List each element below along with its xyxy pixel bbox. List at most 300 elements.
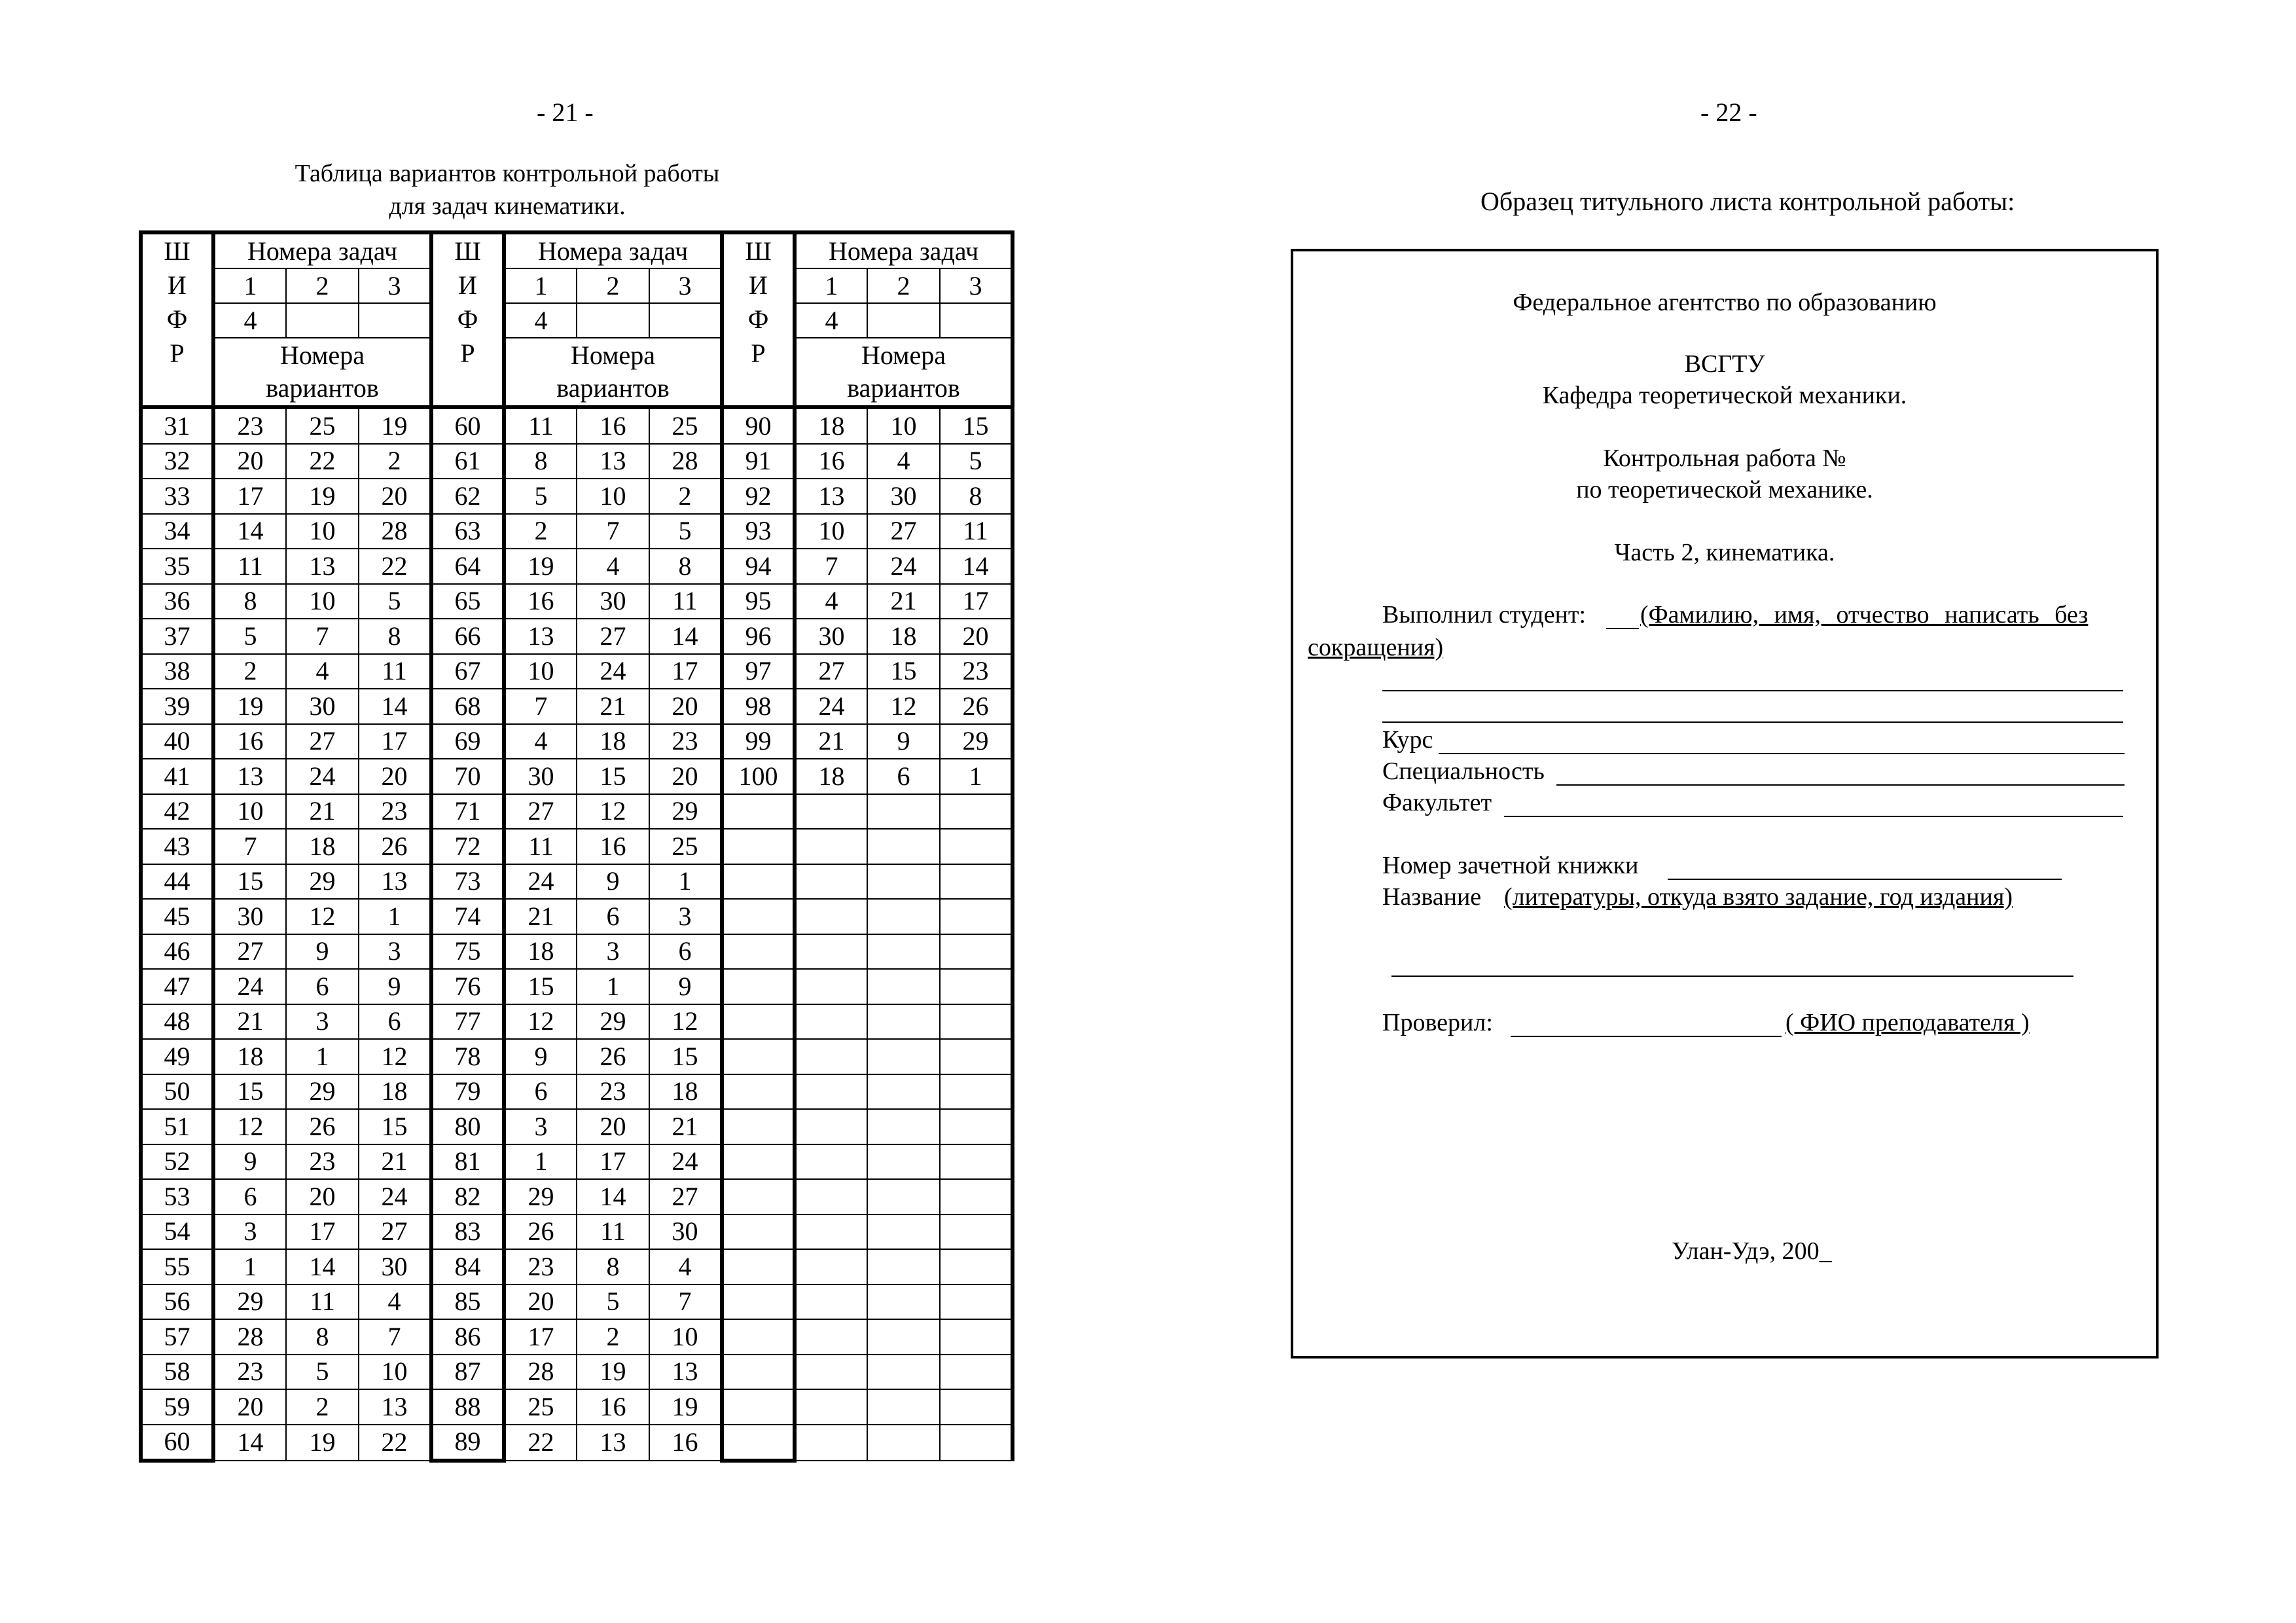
variant-cell: 26 [940,689,1013,724]
student-label: Выполнил студент: [1382,601,1587,629]
variant-cell: 6 [867,759,940,794]
cipher-cell: 76 [431,969,504,1004]
variant-cell: 18 [213,1039,286,1074]
variant-cell: 18 [795,759,867,794]
variants-label-line: Номера [280,340,365,370]
tasks-header: Номера задач [213,232,431,268]
variant-cell [940,829,1013,864]
table-row [141,934,1013,970]
task-number: 3 [359,268,431,303]
variant-cell: 5 [359,584,431,619]
cipher-cell: 80 [431,1109,504,1144]
variant-cell [795,1249,867,1285]
variant-cell: 10 [867,407,940,444]
variant-cell: 9 [213,1144,286,1180]
variant-cell: 1 [286,1039,359,1074]
variant-cell: 8 [213,584,286,619]
variant-cell: 6 [649,934,722,970]
shifr-letter: И [749,270,768,300]
table-row [141,899,1013,934]
variant-cell: 24 [504,864,577,900]
variant-cell [940,794,1013,830]
variant-cell [795,1109,867,1144]
task-number: 2 [867,268,940,303]
cipher-cell [722,1355,795,1390]
table-row [141,444,1013,479]
table-row [141,479,1013,514]
variant-cell: 11 [940,514,1013,549]
cipher-cell: 56 [141,1285,213,1320]
variant-cell: 2 [577,1319,649,1355]
variant-cell [940,1319,1013,1355]
variant-cell [795,1214,867,1250]
variant-cell: 4 [504,724,577,759]
variant-cell: 7 [649,1285,722,1320]
cipher-cell: 86 [431,1319,504,1355]
cipher-cell [722,1425,795,1461]
table-row [141,829,1013,864]
variant-cell [795,1389,867,1425]
shifr-letter: Ш [745,236,772,266]
table-row [141,759,1013,794]
cipher-cell: 66 [431,619,504,654]
variant-cell: 23 [504,1249,577,1285]
variant-cell [940,1355,1013,1390]
cipher-cell [722,1249,795,1285]
variant-cell: 11 [213,549,286,584]
task-number-blank [577,303,649,338]
table-row [141,1319,1013,1355]
cipher-cell [722,934,795,970]
variant-cell: 24 [286,759,359,794]
variant-cell: 16 [795,444,867,479]
variant-cell [940,1285,1013,1320]
variant-cell: 24 [649,1144,722,1180]
cipher-cell [722,1214,795,1250]
cipher-cell: 98 [722,689,795,724]
task-number: 2 [577,268,649,303]
cipher-cell [722,1039,795,1074]
variant-cell: 3 [577,934,649,970]
cipher-cell: 72 [431,829,504,864]
cipher-cell: 51 [141,1109,213,1144]
title-label: Название [1382,883,1482,911]
variant-cell [867,1355,940,1390]
cipher-cell: 94 [722,549,795,584]
cipher-cell: 87 [431,1355,504,1390]
variant-cell [940,1179,1013,1214]
variant-cell: 9 [359,969,431,1004]
title-hint: (литературы, откуда взято задание, год издания) [1504,883,2013,911]
variant-cell: 26 [577,1039,649,1074]
variant-cell: 25 [649,407,722,444]
checked-line [1511,1036,1782,1037]
cipher-cell: 35 [141,549,213,584]
variant-cell [867,899,940,934]
variant-cell: 24 [213,969,286,1004]
task-number: 1 [504,268,577,303]
variant-cell: 4 [649,1249,722,1285]
variant-cell: 6 [286,969,359,1004]
record-book-line [1668,879,2062,880]
variant-cell [795,1074,867,1110]
variant-cell: 22 [359,1425,431,1461]
variant-cell: 20 [213,444,286,479]
variant-cell: 2 [649,479,722,514]
header-row [141,303,1013,338]
task-number: 1 [795,268,867,303]
title-page-caption: Образец титульного листа контрольной работы: [1480,187,2015,216]
variant-cell: 15 [359,1109,431,1144]
cipher-cell: 82 [431,1179,504,1214]
variant-cell: 28 [213,1319,286,1355]
variant-cell: 14 [577,1179,649,1214]
variant-cell: 2 [359,444,431,479]
variant-cell: 11 [649,584,722,619]
cipher-cell: 53 [141,1179,213,1214]
cipher-cell: 69 [431,724,504,759]
variant-cell: 16 [504,584,577,619]
variant-cell: 13 [649,1355,722,1390]
variant-cell: 30 [577,584,649,619]
variant-cell: 26 [286,1109,359,1144]
cipher-cell: 85 [431,1285,504,1320]
cipher-cell: 64 [431,549,504,584]
variant-cell: 3 [649,899,722,934]
variant-cell: 21 [213,1004,286,1040]
cipher-cell [722,1109,795,1144]
variant-cell: 13 [577,1425,649,1461]
variant-cell: 14 [359,689,431,724]
variant-cell: 10 [286,514,359,549]
tasks-header: Номера задач [795,232,1013,268]
variant-cell: 6 [213,1179,286,1214]
variant-cell [867,1144,940,1180]
table-row [141,1389,1013,1425]
variant-cell: 15 [867,654,940,689]
variant-cell: 4 [795,584,867,619]
variant-cell: 29 [940,724,1013,759]
variant-cell [867,934,940,970]
task-number: 3 [649,268,722,303]
variant-cell: 15 [504,969,577,1004]
variant-cell: 15 [649,1039,722,1074]
variant-cell: 2 [286,1389,359,1425]
variant-cell: 3 [286,1004,359,1040]
variant-cell: 30 [649,1214,722,1250]
variant-cell: 14 [213,1425,286,1461]
variant-cell: 23 [649,724,722,759]
table-row [141,689,1013,724]
table-row [141,1425,1013,1461]
variant-cell: 16 [577,829,649,864]
variant-cell: 11 [577,1214,649,1250]
table-row [141,969,1013,1004]
variant-cell: 7 [359,1319,431,1355]
variant-cell [795,899,867,934]
variant-cell: 12 [504,1004,577,1040]
variant-cell: 26 [359,829,431,864]
table-header [141,232,1013,407]
variant-cell: 23 [286,1144,359,1180]
variant-cell: 19 [213,689,286,724]
variant-cell [940,969,1013,1004]
cipher-cell: 52 [141,1144,213,1180]
variant-cell: 28 [504,1355,577,1390]
cipher-cell: 43 [141,829,213,864]
variant-cell: 11 [286,1285,359,1320]
cipher-cell: 93 [722,514,795,549]
course-label: Курс [1382,726,1433,754]
variant-cell: 18 [649,1074,722,1110]
table-row [141,1109,1013,1144]
variant-cell: 5 [504,479,577,514]
variant-cell [940,1144,1013,1180]
cipher-cell: 78 [431,1039,504,1074]
record-book-label: Номер зачетной книжки [1382,852,1639,879]
variant-cell: 13 [504,619,577,654]
course-line [1439,753,2125,754]
variants-table [139,230,1014,1463]
cipher-cell: 31 [141,407,213,444]
table-title-line1: Таблица вариантов контрольной работы [295,160,720,187]
variant-cell: 30 [286,689,359,724]
cipher-cell: 99 [722,724,795,759]
variant-cell [795,794,867,830]
variant-cell: 29 [213,1285,286,1320]
cipher-cell: 67 [431,654,504,689]
title-line [1391,976,2073,977]
variant-cell [867,969,940,1004]
table-row [141,1214,1013,1250]
variant-cell: 10 [213,794,286,830]
variant-cell: 8 [359,619,431,654]
variant-cell: 27 [213,934,286,970]
variant-cell: 3 [504,1109,577,1144]
page-number-left: - 21 - [537,98,594,127]
variant-cell: 23 [213,407,286,444]
variant-cell: 29 [286,1074,359,1110]
cipher-cell: 38 [141,654,213,689]
variant-cell: 7 [213,829,286,864]
cipher-cell: 39 [141,689,213,724]
part-line: Часть 2, кинематика. [1614,539,1835,566]
variant-cell: 20 [359,759,431,794]
cipher-cell: 32 [141,444,213,479]
variant-cell: 9 [649,969,722,1004]
task-number-blank [649,303,722,338]
variant-cell [940,1389,1013,1425]
variant-cell: 4 [359,1285,431,1320]
student-line-1 [1382,690,2123,691]
variant-cell: 15 [940,407,1013,444]
variant-cell: 18 [286,829,359,864]
task-number: 4 [504,303,577,338]
variants-label [795,338,1013,407]
variant-cell [867,1214,940,1250]
cipher-cell [722,864,795,900]
table-row [141,1004,1013,1040]
variant-cell [795,1425,867,1461]
task-number: 3 [940,268,1013,303]
variant-cell: 21 [649,1109,722,1144]
variant-cell [795,1004,867,1040]
variant-cell: 7 [504,689,577,724]
department-line: Кафедра теоретической механики. [1542,382,1907,409]
cipher-cell [722,829,795,864]
variant-cell [867,864,940,900]
variant-cell: 27 [286,724,359,759]
shifr-letter: Р [460,338,475,368]
variant-cell [940,934,1013,970]
variant-cell: 18 [359,1074,431,1110]
specialty-line [1556,784,2125,786]
variant-cell: 21 [795,724,867,759]
cipher-cell: 70 [431,759,504,794]
cipher-cell: 65 [431,584,504,619]
variant-cell: 25 [649,829,722,864]
variants-label-line: Номера [571,340,655,370]
variant-cell: 27 [577,619,649,654]
variant-cell: 19 [504,549,577,584]
variant-cell [940,1214,1013,1250]
variant-cell: 10 [795,514,867,549]
variant-cell: 13 [795,479,867,514]
variant-cell: 11 [504,829,577,864]
shifr-letter: Р [170,338,185,368]
task-number: 4 [213,303,286,338]
variant-cell: 24 [359,1179,431,1214]
shifr-letter: Ф [747,304,769,334]
cipher-cell: 88 [431,1389,504,1425]
cipher-cell: 48 [141,1004,213,1040]
checked-label: Проверил: [1382,1009,1493,1036]
variant-cell: 8 [940,479,1013,514]
variant-cell [795,1355,867,1390]
variant-cell: 29 [286,864,359,900]
variant-cell: 3 [359,934,431,970]
table-row [141,654,1013,689]
variant-cell [867,1285,940,1320]
student-hint: (Фамилию, имя, отчество написать без [1640,601,2089,629]
variant-cell [940,1074,1013,1110]
cipher-cell: 95 [722,584,795,619]
cipher-cell: 91 [722,444,795,479]
variant-cell: 7 [286,619,359,654]
cipher-cell: 55 [141,1249,213,1285]
variant-cell [795,1179,867,1214]
variant-cell: 24 [577,654,649,689]
variant-cell: 20 [649,689,722,724]
variant-cell: 16 [213,724,286,759]
shifr-letter: Р [751,338,766,368]
variant-cell: 14 [940,549,1013,584]
variant-cell: 8 [286,1319,359,1355]
variants-label-line: вариантов [556,373,670,403]
variant-cell: 29 [504,1179,577,1214]
cipher-cell: 81 [431,1144,504,1180]
table-row [141,1144,1013,1180]
cipher-cell [722,899,795,934]
variant-cell [867,1389,940,1425]
table-row [141,794,1013,830]
variant-cell: 4 [867,444,940,479]
cipher-cell [722,969,795,1004]
variant-cell [940,1109,1013,1144]
city-year: Улан-Удэ, 200_ [1672,1237,1832,1265]
variant-cell [867,1179,940,1214]
variant-cell [867,1319,940,1355]
variant-cell: 8 [577,1249,649,1285]
variant-cell: 20 [577,1109,649,1144]
cipher-cell: 77 [431,1004,504,1040]
variant-cell [867,1039,940,1074]
cipher-cell: 79 [431,1074,504,1110]
cipher-cell: 36 [141,584,213,619]
variant-cell [795,1319,867,1355]
variant-cell: 5 [286,1355,359,1390]
variant-cell [795,864,867,900]
variant-cell: 23 [940,654,1013,689]
table-row [141,514,1013,549]
variant-cell: 5 [213,619,286,654]
variant-cell: 20 [213,1389,286,1425]
cipher-cell: 41 [141,759,213,794]
cipher-cell: 34 [141,514,213,549]
student-blank [1606,628,1639,629]
cipher-cell: 54 [141,1214,213,1250]
task-number: 2 [286,268,359,303]
variant-cell [940,864,1013,900]
task-number: 4 [795,303,867,338]
variant-cell: 9 [867,724,940,759]
variant-cell: 30 [504,759,577,794]
variant-cell: 10 [577,479,649,514]
variant-cell: 16 [577,1389,649,1425]
variant-cell: 21 [577,689,649,724]
variant-cell [940,1039,1013,1074]
variant-cell: 23 [577,1074,649,1110]
variant-cell: 8 [504,444,577,479]
variant-cell: 10 [286,584,359,619]
header-row [141,338,1013,407]
variant-cell: 18 [504,934,577,970]
cipher-cell: 92 [722,479,795,514]
cipher-cell: 68 [431,689,504,724]
variant-cell: 6 [504,1074,577,1110]
variant-cell: 17 [286,1214,359,1250]
table-row [141,584,1013,619]
variant-cell: 10 [649,1319,722,1355]
cipher-cell: 60 [141,1425,213,1461]
variant-cell: 19 [286,479,359,514]
work-line-2: по теоретической механике. [1576,476,1873,503]
student-hint-cont: сокращения) [1308,634,1444,661]
variant-cell: 1 [577,969,649,1004]
cipher-cell: 60 [431,407,504,444]
table-row [141,1074,1013,1110]
task-number-blank [940,303,1013,338]
variant-cell: 17 [359,724,431,759]
variant-cell: 30 [359,1249,431,1285]
task-number: 1 [213,268,286,303]
variant-cell: 9 [504,1039,577,1074]
cipher-cell: 49 [141,1039,213,1074]
cipher-cell: 61 [431,444,504,479]
cipher-cell: 57 [141,1319,213,1355]
variant-cell: 28 [649,444,722,479]
variant-cell: 12 [286,899,359,934]
